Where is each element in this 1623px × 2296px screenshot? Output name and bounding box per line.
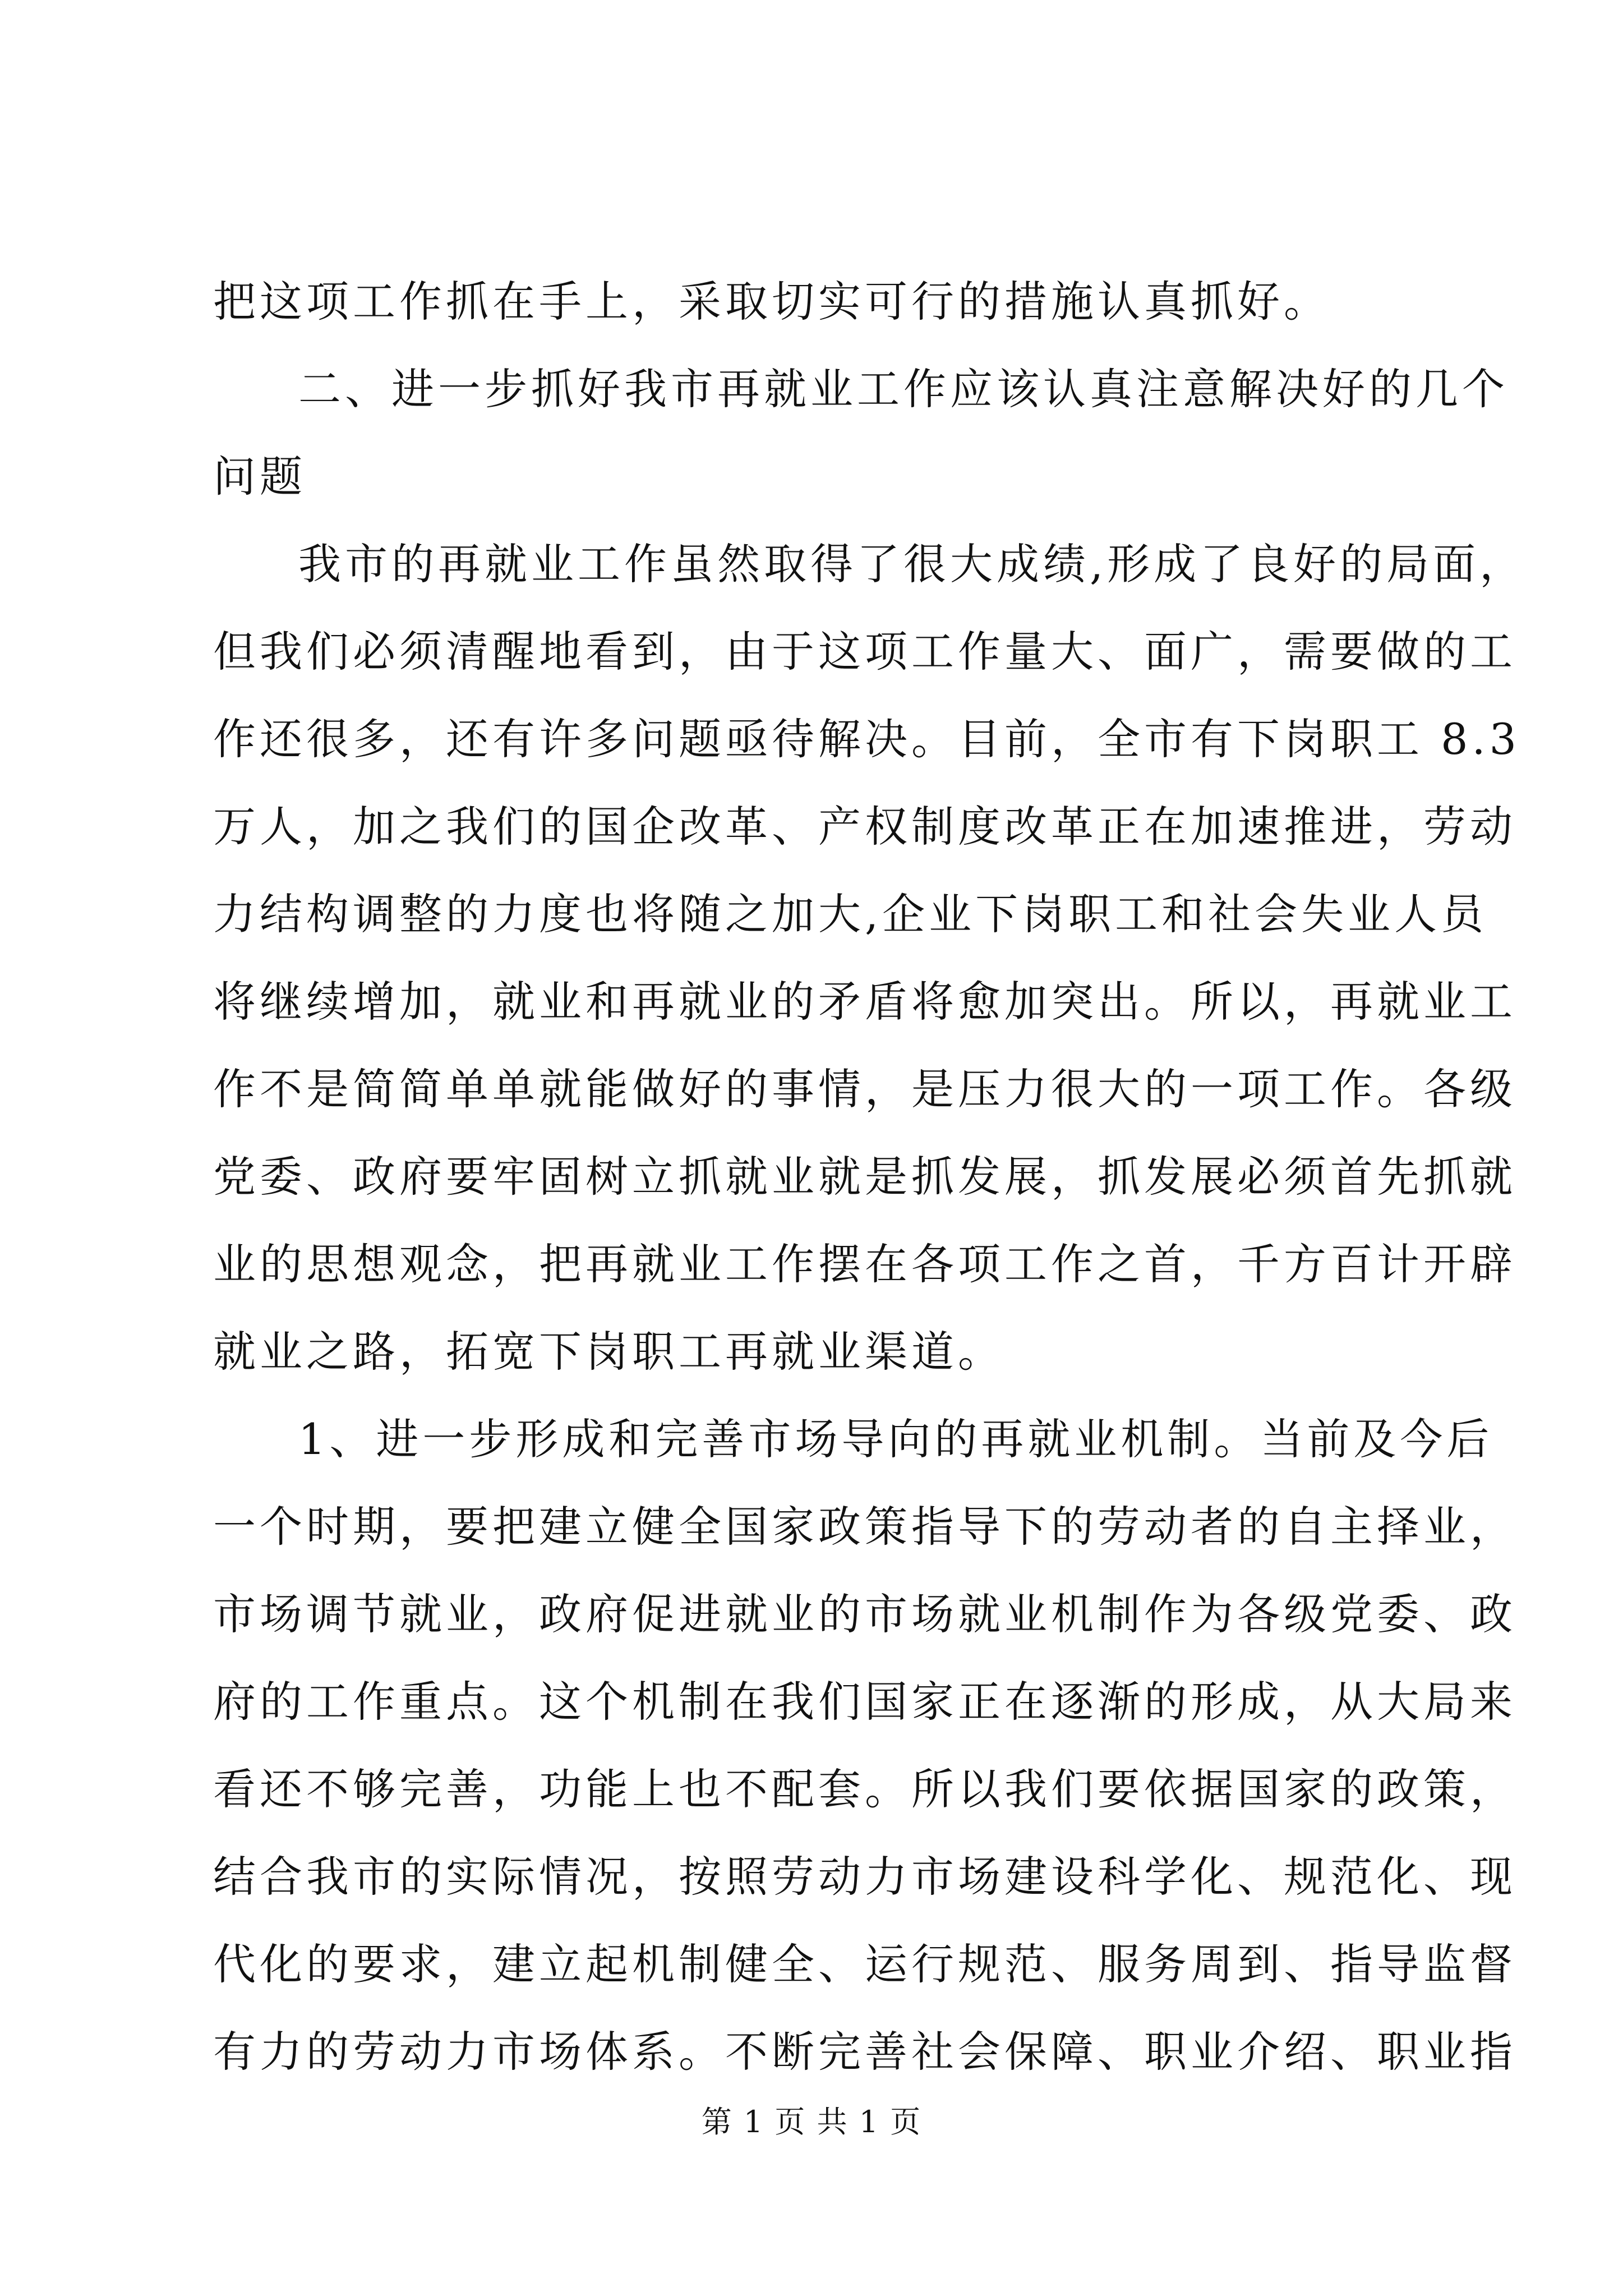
text-line: 市场调节就业，政府促进就业的市场就业机制作为各级党委、政	[213, 1589, 1516, 1639]
text-line: 就业之路，拓宽下岗职工再就业渠道。	[213, 1327, 1004, 1377]
text-line: 万人，加之我们的国企改革、产权制度改革正在加速推进，劳动	[213, 802, 1516, 852]
text-line: 我市的再就业工作虽然取得了很大成绩,形成了良好的局面，	[298, 539, 1527, 589]
text-line: 代化的要求，建立起机制健全、运行规范、服务周到、指导监督	[213, 1939, 1516, 1989]
text-line: 把这项工作抓在手上，采取切实可行的措施认真抓好。	[213, 277, 1330, 326]
page-footer: 第 1 页 共 1 页	[701, 2104, 922, 2139]
text-line: 业的思想观念，把再就业工作摆在各项工作之首，千方百计开辟	[213, 1239, 1516, 1289]
text-line: 问题	[213, 452, 306, 501]
document-body	[213, 258, 1527, 2096]
text-line: 力结构调整的力度也将随之加大,企业下岗职工和社会失业人员	[213, 889, 1488, 939]
text-line: 作不是简简单单就能做好的事情，是压力很大的一项工作。各级	[213, 1064, 1516, 1114]
text-line: 看还不够完善，功能上也不配套。所以我们要依据国家的政策，	[213, 1764, 1516, 1814]
text-line: 但我们必须清醒地看到，由于这项工作量大、面广，需要做的工	[213, 627, 1516, 677]
text-line: 有力的劳动力市场体系。不断完善社会保障、职业介绍、职业指	[213, 2027, 1516, 2077]
text-line: 二、进一步抓好我市再就业工作应该认真注意解决好的几个	[298, 364, 1509, 414]
text-line: 结合我市的实际情况，按照劳动力市场建设科学化、规范化、现	[213, 1852, 1516, 1902]
text-line: 一个时期，要把建立健全国家政策指导下的劳动者的自主择业，	[213, 1502, 1516, 1552]
text-line: 府的工作重点。这个机制在我们国家正在逐渐的形成，从大局来	[213, 1677, 1516, 1727]
text-line: 作还很多，还有许多问题亟待解决。目前，全市有下岗职工 8.3	[213, 714, 1521, 764]
text-line: 党委、政府要牢固树立抓就业就是抓发展，抓发展必须首先抓就	[213, 1152, 1516, 1202]
text-line: 将继续增加，就业和再就业的矛盾将愈加突出。所以，再就业工	[213, 977, 1516, 1027]
text-line: 1、进一步形成和完善市场导向的再就业机制。当前及今后	[298, 1414, 1493, 1464]
